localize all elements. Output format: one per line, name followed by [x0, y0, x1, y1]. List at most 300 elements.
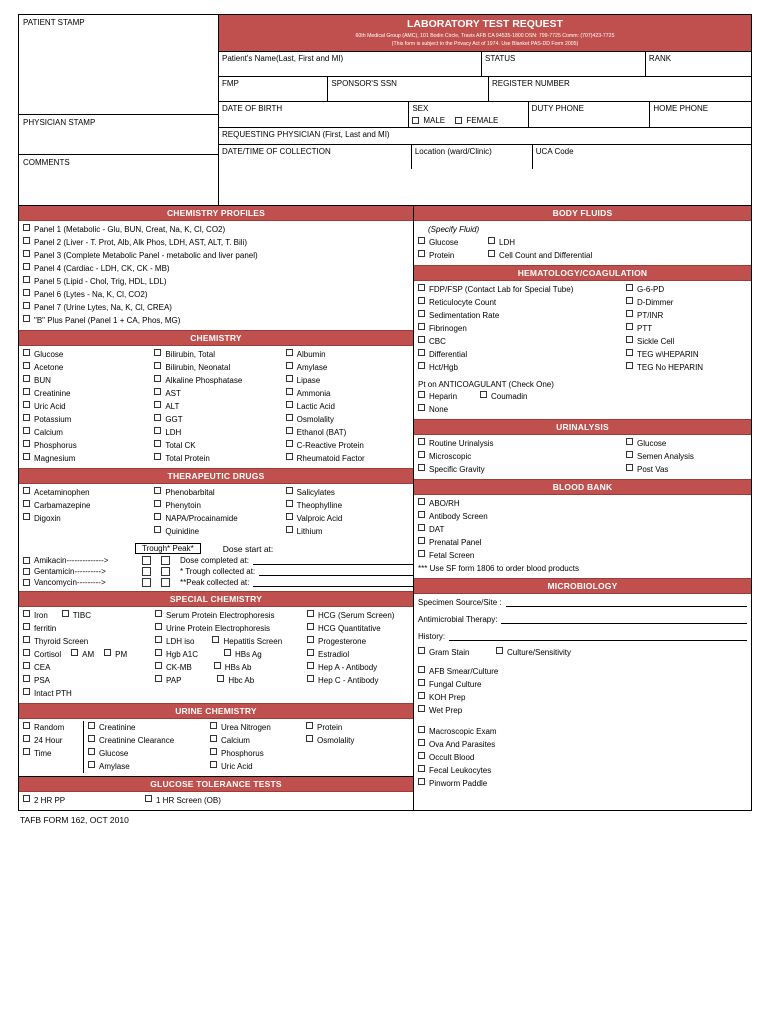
checkbox-row[interactable]: [19, 512, 150, 525]
checkbox-row[interactable]: [282, 452, 413, 465]
checkbox-row[interactable]: [19, 413, 150, 426]
checkbox-row[interactable]: [414, 249, 484, 262]
checkbox-row[interactable]: [19, 486, 150, 499]
checkbox[interactable]: [307, 636, 314, 643]
checkbox-row[interactable]: [19, 499, 150, 512]
field-patient-name[interactable]: [219, 52, 482, 76]
checkbox-row[interactable]: [303, 648, 413, 661]
checkbox[interactable]: [286, 349, 293, 356]
checkbox-row[interactable]: [282, 361, 413, 374]
checkbox-row[interactable]: [151, 661, 303, 674]
checkbox-row[interactable]: [19, 747, 83, 760]
checkbox[interactable]: [23, 224, 30, 231]
checkbox-row[interactable]: [206, 760, 302, 773]
checkbox-row[interactable]: [414, 704, 751, 717]
checkbox-row[interactable]: [414, 497, 751, 510]
checkbox-row[interactable]: [622, 450, 751, 463]
specimen-source-input[interactable]: [506, 598, 747, 607]
checkbox[interactable]: [418, 537, 425, 544]
checkbox[interactable]: [418, 550, 425, 557]
checkbox-row[interactable]: [19, 387, 150, 400]
checkbox[interactable]: [626, 438, 633, 445]
field-sponsor-ssn[interactable]: [328, 77, 489, 101]
peak-checkbox[interactable]: [161, 567, 170, 576]
checkbox-row[interactable]: [622, 348, 751, 361]
field-status[interactable]: [482, 52, 646, 76]
checkbox-row[interactable]: [151, 674, 303, 687]
checkbox-row[interactable]: [622, 283, 751, 296]
checkbox[interactable]: [626, 336, 633, 343]
checkbox[interactable]: [154, 487, 161, 494]
checkbox[interactable]: [154, 513, 161, 520]
antimicrobial-row[interactable]: [414, 609, 751, 626]
checkbox[interactable]: [286, 500, 293, 507]
checkbox-row[interactable]: [302, 734, 413, 747]
checkbox[interactable]: [88, 748, 95, 755]
checkbox[interactable]: [286, 414, 293, 421]
checkbox[interactable]: [23, 662, 30, 669]
checkbox[interactable]: [62, 610, 69, 617]
checkbox-row[interactable]: [19, 288, 413, 301]
checkbox-row[interactable]: [414, 523, 751, 536]
checkbox[interactable]: [23, 289, 30, 296]
checkbox-row[interactable]: [414, 725, 751, 738]
checkbox-row[interactable]: [303, 661, 413, 674]
checkbox[interactable]: [23, 795, 30, 802]
checkbox[interactable]: [307, 623, 314, 630]
anticoagulant-options: [414, 390, 751, 403]
checkbox-row[interactable]: [150, 512, 281, 525]
checkbox[interactable]: [23, 427, 30, 434]
checkbox[interactable]: [23, 748, 30, 755]
checkbox[interactable]: [88, 735, 95, 742]
drug-row-amikacin[interactable]: [19, 555, 413, 566]
checkbox[interactable]: [307, 675, 314, 682]
checkbox-row[interactable]: [476, 390, 751, 403]
checkbox-row[interactable]: [622, 322, 751, 335]
checkbox-row[interactable]: [622, 463, 751, 476]
checkbox[interactable]: [418, 752, 425, 759]
checkbox-row[interactable]: [206, 734, 302, 747]
checkbox[interactable]: [418, 237, 425, 244]
checkbox[interactable]: [418, 323, 425, 330]
checkbox-row[interactable]: [19, 262, 413, 275]
checkbox[interactable]: [23, 375, 30, 382]
checkbox-row[interactable]: [151, 648, 303, 661]
checkbox-row[interactable]: [282, 348, 413, 361]
checkbox[interactable]: [88, 761, 95, 768]
checkbox[interactable]: [23, 276, 30, 283]
checkbox-row[interactable]: [414, 450, 622, 463]
checkbox[interactable]: [224, 649, 231, 656]
checkbox-row[interactable]: [19, 452, 150, 465]
checkbox[interactable]: [307, 610, 314, 617]
drug-row-gentamicin[interactable]: [19, 566, 413, 577]
checkbox[interactable]: [212, 636, 219, 643]
checkbox-row[interactable]: [303, 609, 413, 622]
checkbox[interactable]: [214, 662, 221, 669]
checkbox[interactable]: [418, 647, 425, 654]
checkbox[interactable]: [154, 500, 161, 507]
checkbox-row[interactable]: [150, 400, 281, 413]
field-uca-code[interactable]: [533, 145, 751, 169]
checkbox-row[interactable]: [19, 648, 151, 661]
checkbox-row[interactable]: [19, 361, 150, 374]
checkbox[interactable]: [286, 427, 293, 434]
checkbox-row[interactable]: [303, 674, 413, 687]
checkbox[interactable]: [23, 388, 30, 395]
checkbox[interactable]: [210, 761, 217, 768]
checkbox[interactable]: [418, 511, 425, 518]
checkbox-row[interactable]: [414, 437, 622, 450]
checkbox[interactable]: [307, 662, 314, 669]
checkbox[interactable]: [418, 362, 425, 369]
checkbox[interactable]: [23, 675, 30, 682]
checkbox-row[interactable]: [414, 665, 751, 678]
peak-checkbox[interactable]: [161, 556, 170, 565]
checkbox[interactable]: [418, 391, 425, 398]
checkbox-row[interactable]: [150, 374, 281, 387]
checkbox[interactable]: [23, 623, 30, 630]
specimen-source-row[interactable]: [414, 596, 751, 609]
checkbox[interactable]: [418, 778, 425, 785]
checkbox-row[interactable]: [282, 486, 413, 499]
checkbox-row[interactable]: [84, 734, 206, 747]
checkbox[interactable]: [154, 414, 161, 421]
checkbox[interactable]: [286, 362, 293, 369]
physician-stamp-box[interactable]: [19, 115, 218, 155]
checkbox[interactable]: [418, 679, 425, 686]
checkbox[interactable]: [154, 401, 161, 408]
checkbox-row[interactable]: [84, 721, 206, 734]
checkbox-row[interactable]: [150, 361, 281, 374]
checkbox-row[interactable]: [19, 301, 413, 314]
checkbox-row[interactable]: [414, 738, 751, 751]
checkbox[interactable]: [23, 302, 30, 309]
checkbox-row[interactable]: [150, 452, 281, 465]
checkbox[interactable]: [210, 735, 217, 742]
drug-row-vancomycin[interactable]: [19, 577, 413, 588]
checkbox-row[interactable]: [282, 426, 413, 439]
checkbox[interactable]: [23, 453, 30, 460]
checkbox[interactable]: [23, 513, 30, 520]
checkbox-row[interactable]: [19, 661, 151, 674]
checkbox-row[interactable]: [19, 721, 83, 734]
checkbox-row[interactable]: [414, 335, 622, 348]
checkbox[interactable]: [418, 310, 425, 317]
checkbox[interactable]: [480, 391, 487, 398]
item-label: Glucose: [34, 350, 64, 359]
checkbox[interactable]: [154, 375, 161, 382]
checkbox-row[interactable]: [150, 439, 281, 452]
checkbox[interactable]: [210, 722, 217, 729]
checkbox[interactable]: [23, 735, 30, 742]
checkbox[interactable]: [418, 666, 425, 673]
checkbox-row[interactable]: [19, 674, 151, 687]
checkbox-row[interactable]: [414, 403, 476, 416]
checkbox[interactable]: [23, 349, 30, 356]
checkbox-row[interactable]: [414, 549, 751, 562]
checkbox-row[interactable]: [414, 296, 622, 309]
checkbox[interactable]: [306, 735, 313, 742]
checkbox[interactable]: [626, 464, 633, 471]
checkbox-row[interactable]: [19, 635, 151, 648]
checkbox[interactable]: [418, 726, 425, 733]
checkbox[interactable]: [155, 623, 162, 630]
checkbox[interactable]: [418, 404, 425, 411]
checkbox[interactable]: [23, 401, 30, 408]
checkbox-row[interactable]: [414, 322, 622, 335]
checkbox-row[interactable]: [622, 309, 751, 322]
checkbox-row[interactable]: [19, 374, 150, 387]
checkbox-row[interactable]: [414, 463, 622, 476]
checkbox[interactable]: [23, 500, 30, 507]
checkbox-row[interactable]: [19, 314, 413, 327]
checkbox-row[interactable]: [151, 635, 303, 648]
checkbox[interactable]: [23, 263, 30, 270]
checkbox[interactable]: [626, 362, 633, 369]
checkbox[interactable]: [626, 451, 633, 458]
trough-checkbox[interactable]: [142, 567, 151, 576]
checkbox[interactable]: [418, 284, 425, 291]
checkbox-row[interactable]: [414, 236, 484, 249]
field-date-of-birth[interactable]: [219, 102, 409, 127]
checkbox-row[interactable]: [414, 691, 751, 704]
checkbox[interactable]: [104, 649, 111, 656]
checkbox-row[interactable]: [19, 609, 151, 622]
checkbox[interactable]: [418, 739, 425, 746]
checkbox[interactable]: [488, 250, 495, 257]
checkbox[interactable]: [626, 310, 633, 317]
checkbox[interactable]: [154, 440, 161, 447]
checkbox[interactable]: [154, 526, 161, 533]
checkbox[interactable]: [286, 375, 293, 382]
checkbox-row[interactable]: [282, 525, 413, 538]
checkbox[interactable]: [307, 649, 314, 656]
checkbox[interactable]: [488, 237, 495, 244]
checkbox-row[interactable]: [414, 510, 751, 523]
checkbox[interactable]: [23, 237, 30, 244]
checkbox[interactable]: [418, 498, 425, 505]
checkbox-row[interactable]: [484, 249, 751, 262]
checkbox-row[interactable]: [282, 512, 413, 525]
checkbox[interactable]: [155, 662, 162, 669]
checkbox-row[interactable]: [19, 400, 150, 413]
checkbox[interactable]: [88, 722, 95, 729]
checkbox[interactable]: [154, 427, 161, 434]
field-requesting-physician[interactable]: [219, 128, 751, 144]
checkbox[interactable]: [626, 297, 633, 304]
checkbox-row[interactable]: [19, 687, 151, 700]
field-collection-datetime[interactable]: [219, 145, 412, 169]
checkbox-row[interactable]: [19, 236, 413, 249]
checkbox-row[interactable]: [150, 413, 281, 426]
checkbox-row[interactable]: [282, 387, 413, 400]
checkbox[interactable]: [23, 688, 30, 695]
checkbox[interactable]: [71, 649, 78, 656]
checkbox-row[interactable]: [622, 437, 751, 450]
checkbox[interactable]: [626, 284, 633, 291]
checkbox[interactable]: [154, 453, 161, 460]
checkbox[interactable]: [23, 579, 30, 586]
checkbox[interactable]: [154, 349, 161, 356]
checkbox-row[interactable]: [206, 747, 302, 760]
field-rank[interactable]: [646, 52, 751, 76]
checkbox-row[interactable]: [141, 794, 413, 807]
checkbox-row[interactable]: [414, 751, 751, 764]
checkbox[interactable]: [155, 649, 162, 656]
checkbox[interactable]: [23, 315, 30, 322]
checkbox[interactable]: [286, 388, 293, 395]
checkbox[interactable]: [155, 636, 162, 643]
checkbox[interactable]: [418, 250, 425, 257]
checkbox[interactable]: [286, 440, 293, 447]
checkbox-row[interactable]: [282, 400, 413, 413]
antimicrobial-input[interactable]: [501, 615, 747, 624]
checkbox-row[interactable]: [414, 764, 751, 777]
checkbox[interactable]: [418, 524, 425, 531]
patient-stamp-box[interactable]: [19, 15, 218, 115]
comments-box[interactable]: [19, 155, 218, 205]
field-register-number[interactable]: [489, 77, 751, 101]
checkbox[interactable]: [154, 388, 161, 395]
checkbox-row[interactable]: [150, 525, 281, 538]
checkbox-row[interactable]: [150, 387, 281, 400]
checkbox-row[interactable]: [84, 760, 206, 773]
item-label: Specific Gravity: [429, 465, 485, 474]
checkbox[interactable]: [145, 795, 152, 802]
checkbox[interactable]: [23, 250, 30, 257]
checkbox-row[interactable]: [150, 486, 281, 499]
field-duty-phone[interactable]: [529, 102, 651, 127]
checkbox[interactable]: [23, 487, 30, 494]
checkbox[interactable]: [155, 675, 162, 682]
item-label: Calcium: [34, 428, 63, 437]
checkbox[interactable]: [418, 765, 425, 772]
trough-checkbox[interactable]: [142, 556, 151, 565]
checkbox[interactable]: [210, 748, 217, 755]
checkbox[interactable]: [23, 636, 30, 643]
checkbox[interactable]: [418, 336, 425, 343]
field-sex[interactable]: [409, 102, 528, 127]
checkbox-row[interactable]: [151, 622, 303, 635]
checkbox-row[interactable]: [282, 499, 413, 512]
checkbox-row[interactable]: [19, 275, 413, 288]
checkbox[interactable]: [154, 362, 161, 369]
checkbox-row[interactable]: [622, 335, 751, 348]
checkbox[interactable]: [286, 453, 293, 460]
collection-datetime-label: DATE/TIME OF COLLECTION: [222, 147, 331, 156]
checkbox-row[interactable]: [302, 721, 413, 734]
checkbox-row[interactable]: [414, 536, 751, 549]
checkbox-row[interactable]: [19, 426, 150, 439]
checkbox[interactable]: [286, 401, 293, 408]
write-in-line[interactable]: [259, 567, 413, 576]
checkbox-row[interactable]: [282, 413, 413, 426]
urine-col-1: [19, 721, 84, 773]
checkbox-row[interactable]: [282, 374, 413, 387]
checkbox[interactable]: [418, 297, 425, 304]
field-home-phone[interactable]: [650, 102, 751, 127]
checkbox-row[interactable]: [303, 622, 413, 635]
checkbox[interactable]: [286, 487, 293, 494]
checkbox[interactable]: [23, 610, 30, 617]
checkbox[interactable]: [626, 323, 633, 330]
male-checkbox[interactable]: [412, 117, 419, 124]
checkbox[interactable]: [418, 692, 425, 699]
checkbox[interactable]: [23, 440, 30, 447]
checkbox-row[interactable]: [414, 678, 751, 691]
checkbox-row[interactable]: [19, 348, 150, 361]
checkbox[interactable]: [418, 451, 425, 458]
write-in-line[interactable]: [253, 556, 413, 565]
checkbox[interactable]: [23, 557, 30, 564]
checkbox-row[interactable]: [414, 348, 622, 361]
checkbox-row[interactable]: [150, 348, 281, 361]
female-checkbox[interactable]: [455, 117, 462, 124]
checkbox-row[interactable]: [151, 609, 303, 622]
checkbox-row[interactable]: [84, 747, 206, 760]
checkbox-row[interactable]: [19, 622, 151, 635]
checkbox[interactable]: [418, 349, 425, 356]
peak-checkbox[interactable]: [161, 578, 170, 587]
checkbox-row[interactable]: [414, 309, 622, 322]
checkbox[interactable]: [418, 438, 425, 445]
checkbox-row[interactable]: [414, 777, 751, 790]
trough-checkbox[interactable]: [142, 578, 151, 587]
checkbox-row[interactable]: [414, 361, 622, 374]
checkbox[interactable]: [23, 362, 30, 369]
checkbox-row[interactable]: [19, 794, 141, 807]
checkbox[interactable]: [23, 649, 30, 656]
checkbox[interactable]: [23, 722, 30, 729]
item-label: BUN: [34, 376, 51, 385]
checkbox[interactable]: [23, 568, 30, 575]
checkbox[interactable]: [496, 647, 503, 654]
field-fmp[interactable]: [219, 77, 328, 101]
checkbox[interactable]: [217, 675, 224, 682]
checkbox[interactable]: [418, 705, 425, 712]
checkbox-row[interactable]: [206, 721, 302, 734]
checkbox[interactable]: [23, 414, 30, 421]
checkbox-row[interactable]: [414, 283, 622, 296]
checkbox-row[interactable]: [150, 426, 281, 439]
checkbox[interactable]: [306, 722, 313, 729]
checkbox-row[interactable]: [19, 223, 413, 236]
checkbox-row[interactable]: [414, 646, 492, 659]
write-in-line[interactable]: [253, 578, 413, 587]
checkbox[interactable]: [626, 349, 633, 356]
checkbox[interactable]: [155, 610, 162, 617]
checkbox-row[interactable]: [414, 390, 476, 403]
checkbox[interactable]: [286, 526, 293, 533]
checkbox[interactable]: [286, 513, 293, 520]
checkbox-row[interactable]: [492, 646, 751, 659]
checkbox-row[interactable]: [19, 249, 413, 262]
checkbox-row[interactable]: [19, 439, 150, 452]
history-input[interactable]: [449, 632, 747, 641]
checkbox-row[interactable]: [622, 361, 751, 374]
checkbox-row[interactable]: [19, 734, 83, 747]
history-row[interactable]: [414, 626, 751, 643]
checkbox-row[interactable]: [484, 236, 751, 249]
checkbox[interactable]: [418, 464, 425, 471]
checkbox-row[interactable]: [282, 439, 413, 452]
checkbox-row[interactable]: [150, 499, 281, 512]
checkbox-row[interactable]: [303, 635, 413, 648]
checkbox-row[interactable]: [622, 296, 751, 309]
field-location[interactable]: [412, 145, 533, 169]
